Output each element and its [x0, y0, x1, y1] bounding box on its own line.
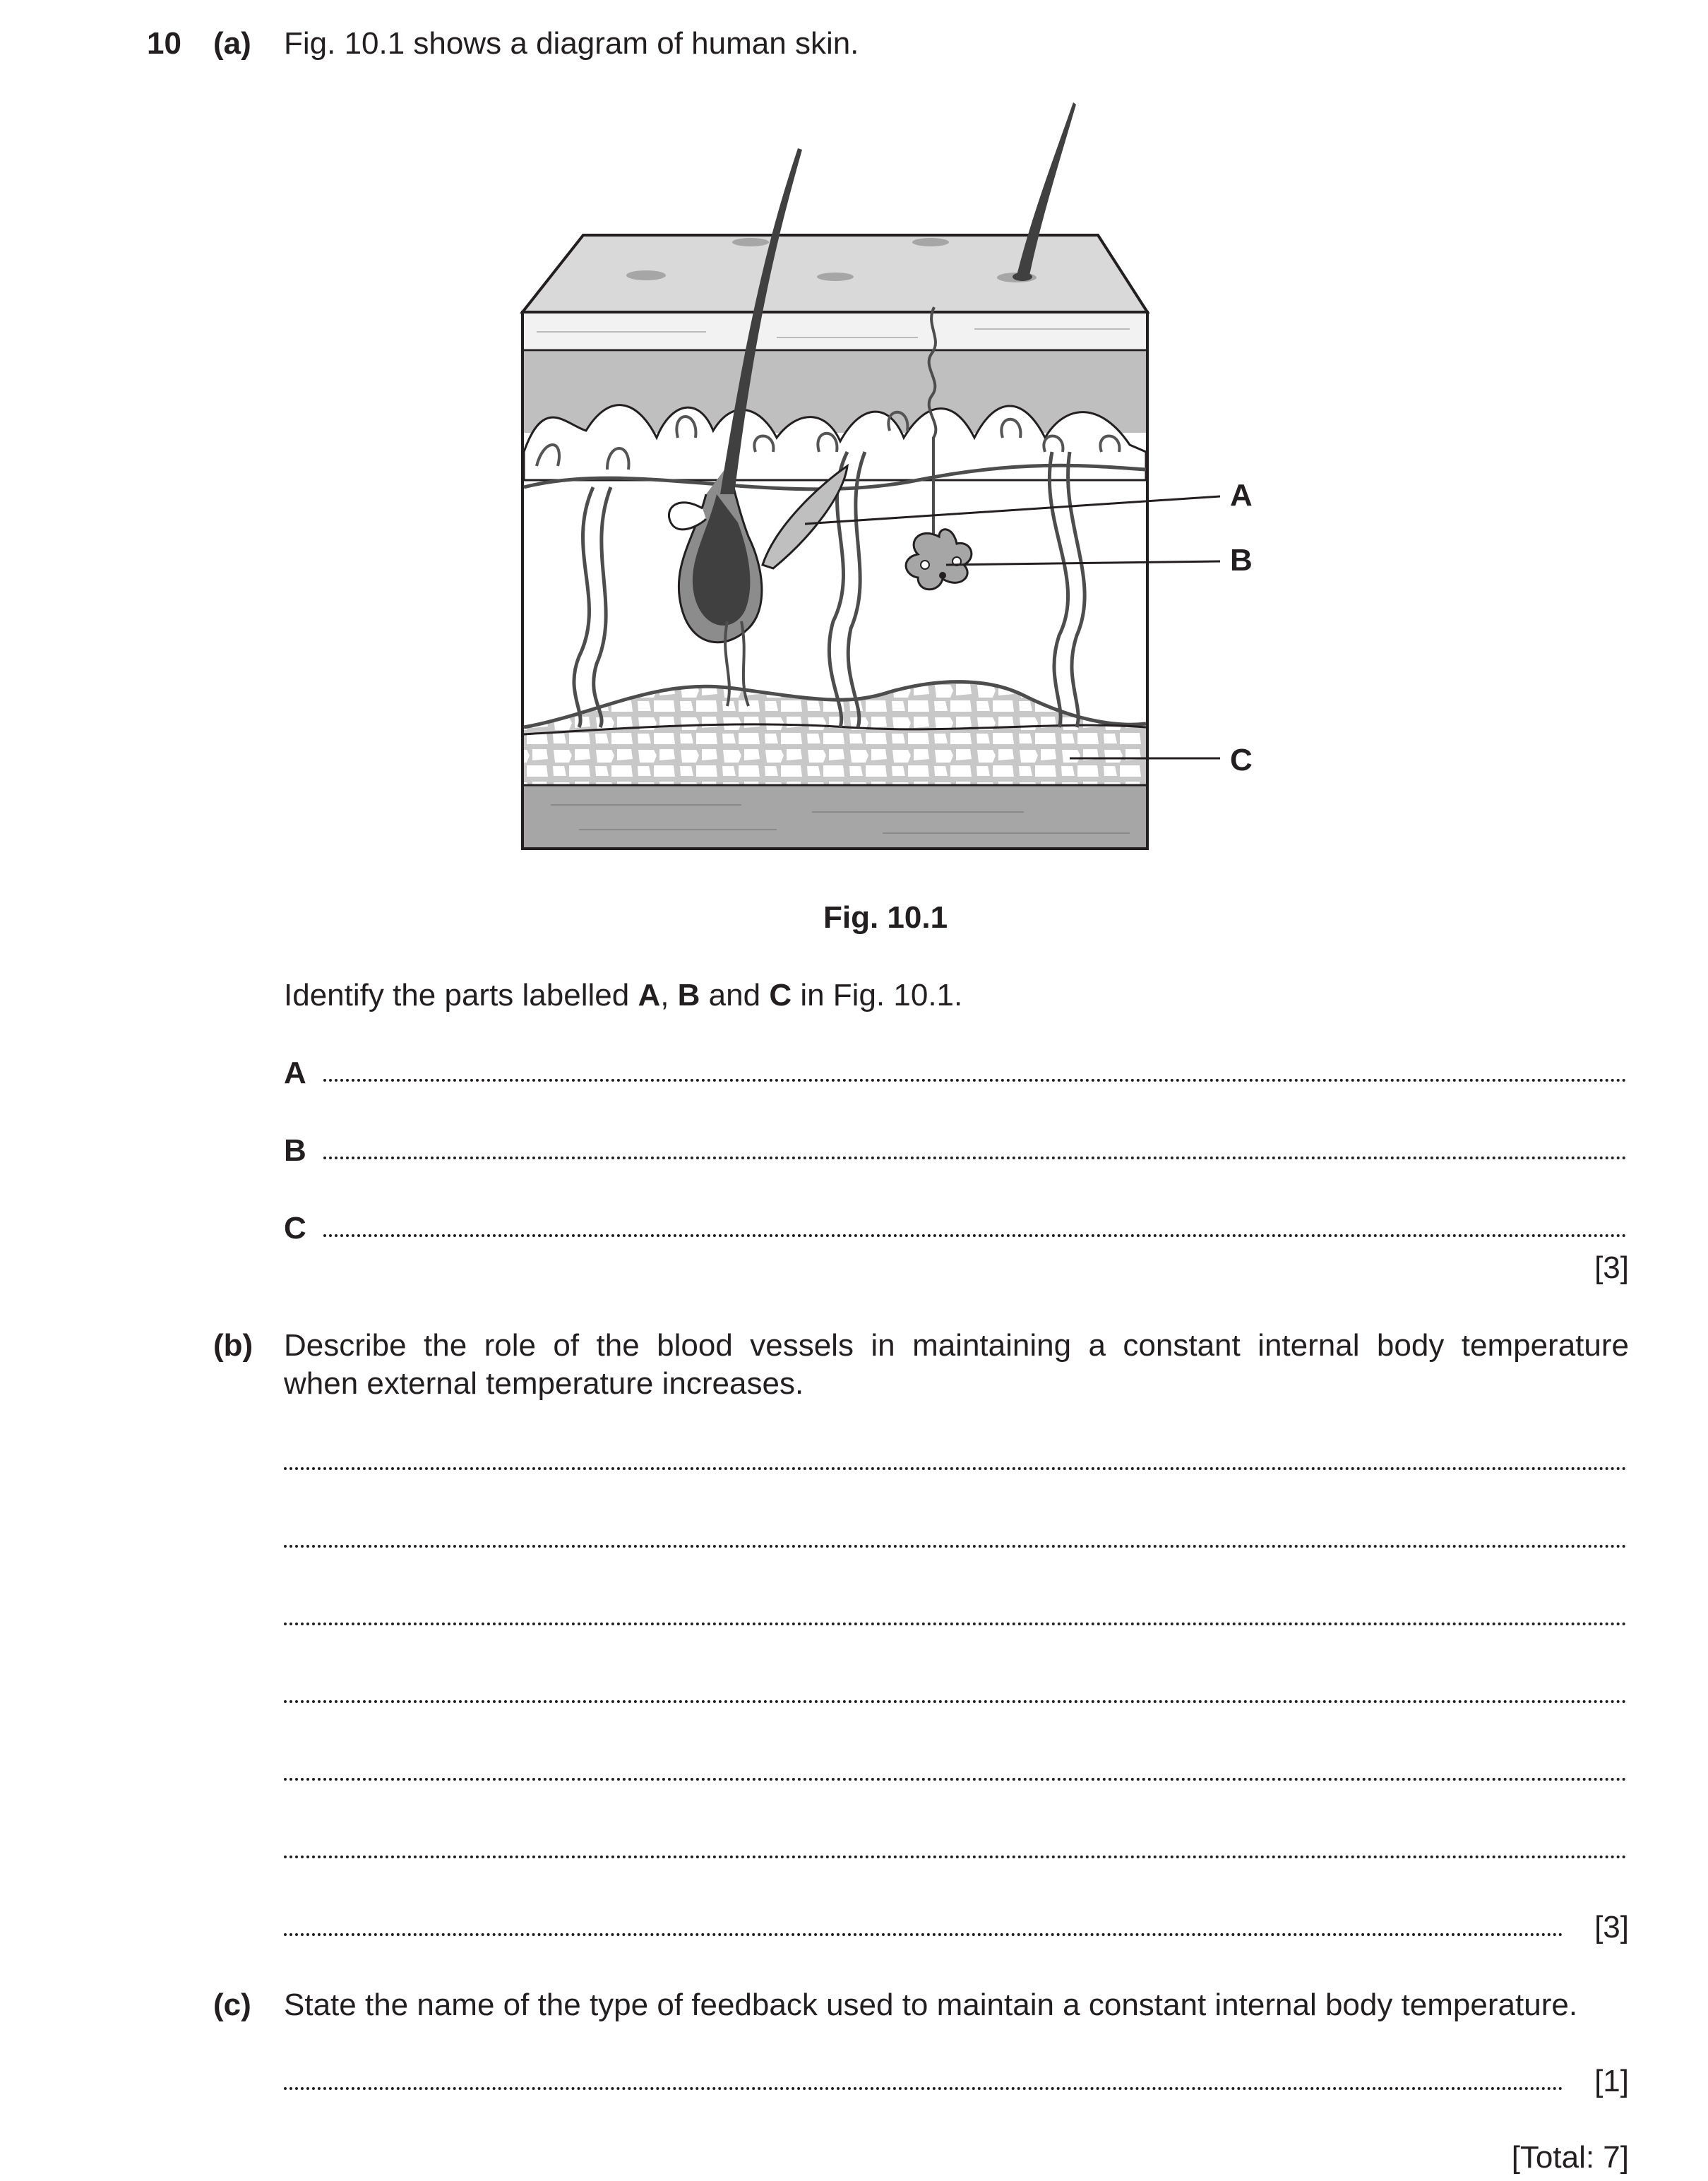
- part-a-marks: [3]: [1594, 1250, 1629, 1285]
- part-a-instruction: Identify the parts labelled A, B and C in Fig. 10.1.: [284, 978, 963, 1012]
- part-b-marks: [3]: [1594, 1910, 1629, 1944]
- answer-line-b1[interactable]: [284, 1467, 1627, 1470]
- answer-label-c: C: [284, 1211, 306, 1245]
- answer-line-b2[interactable]: [284, 1545, 1627, 1548]
- part-a-intro: Fig. 10.1 shows a diagram of human skin.: [284, 26, 859, 61]
- answer-line-b3[interactable]: [284, 1623, 1627, 1625]
- answer-label-a: A: [284, 1056, 306, 1090]
- answer-line-c1[interactable]: [284, 2087, 1563, 2090]
- answer-line-b7[interactable]: [284, 1933, 1563, 1936]
- answer-label-b: B: [284, 1133, 306, 1168]
- figure-caption: Fig. 10.1: [823, 900, 948, 935]
- part-a-label: (a): [213, 26, 251, 61]
- skin-diagram: [0, 0, 1708, 883]
- part-c-marks: [1]: [1594, 2064, 1629, 2098]
- answer-line-a[interactable]: [323, 1079, 1627, 1082]
- part-b-text-line2: when external temperature increases.: [284, 1366, 804, 1401]
- part-c-label: (c): [213, 1988, 251, 2022]
- answer-line-b[interactable]: [323, 1157, 1627, 1159]
- figure-label-c: C: [1230, 743, 1253, 777]
- answer-line-b4[interactable]: [284, 1700, 1627, 1703]
- figure-label-a: A: [1230, 478, 1253, 513]
- part-c-text: State the name of the type of feedback used to maintain a constant internal body temperature.: [284, 1988, 1578, 2022]
- answer-line-b5[interactable]: [284, 1778, 1627, 1781]
- part-b-label: (b): [213, 1328, 253, 1363]
- figure-label-b: B: [1230, 543, 1253, 578]
- answer-line-b6[interactable]: [284, 1856, 1627, 1858]
- answer-line-c[interactable]: [323, 1234, 1627, 1237]
- part-b-text-line1: Describe the role of the blood vessels in maintaining a constant internal body temperature: [284, 1328, 1629, 1363]
- question-total: [Total: 7]: [1511, 2140, 1629, 2175]
- question-number: 10: [147, 26, 181, 61]
